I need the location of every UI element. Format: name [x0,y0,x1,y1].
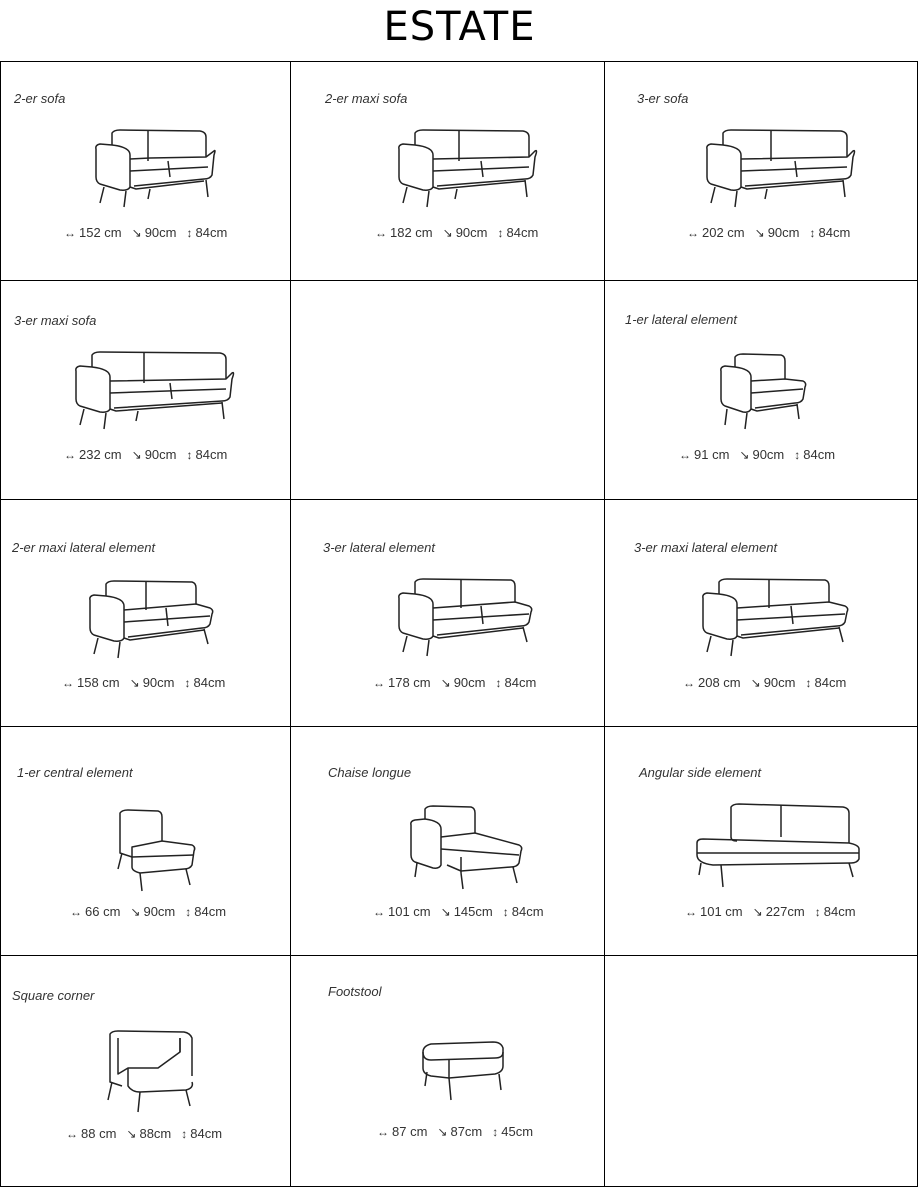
width-arrow-icon: ↔ [64,225,76,240]
width-arrow-icon: ↔ [373,904,385,919]
dimensions [70,904,226,919]
height-arrow-icon: ↕ [495,675,502,690]
depth-arrow-icon: ↘ [129,675,140,690]
angular-side-icon [693,801,869,891]
dimensions [373,904,544,919]
width-value: 101 cm [388,904,431,919]
product-cell [291,727,605,956]
width-arrow-icon: ↔ [679,447,691,462]
depth-value: 90cm [142,675,175,690]
depth-value: 90cm [763,675,796,690]
depth-arrow-icon: ↘ [750,675,761,690]
height-arrow-icon: ↕ [809,225,816,240]
footstool-icon [419,1038,509,1114]
width-value: 91 cm [694,447,730,462]
height-value: 84cm [504,675,537,690]
width-arrow-icon: ↔ [373,675,385,690]
height-value: 84cm [511,904,544,919]
depth-value: 90cm [455,225,488,240]
height-value: 84cm [803,447,836,462]
product-label: 2-er sofa [14,91,66,106]
depth-arrow-icon: ↘ [754,225,765,240]
depth-value: 227cm [765,904,805,919]
depth-arrow-icon: ↘ [442,225,453,240]
depth-value: 90cm [453,675,486,690]
depth-arrow-icon: ↘ [739,447,750,462]
product-cell [291,956,605,1187]
height-arrow-icon: ↕ [492,1124,499,1139]
height-arrow-icon: ↕ [502,904,509,919]
dimensions [62,675,225,690]
depth-arrow-icon: ↘ [440,675,451,690]
product-cell [605,727,918,956]
height-value: 84cm [193,675,226,690]
width-value: 232 cm [79,447,122,462]
depth-value: 145cm [453,904,493,919]
width-value: 208 cm [698,675,741,690]
height-arrow-icon: ↕ [497,225,504,240]
width-value: 158 cm [77,675,120,690]
dimensions [685,904,856,919]
product-label: 2-er maxi sofa [325,91,408,106]
height-arrow-icon: ↕ [814,904,821,919]
width-arrow-icon: ↔ [685,904,697,919]
width-value: 202 cm [702,225,745,240]
width-arrow-icon: ↔ [683,675,695,690]
depth-arrow-icon: ↘ [440,904,451,919]
product-label: Angular side element [639,765,762,780]
product-label: 1-er lateral element [625,312,737,327]
empty-cell [605,956,918,1187]
chaise-longue-icon [407,803,531,893]
width-value: 178 cm [388,675,431,690]
height-value: 84cm [195,447,228,462]
width-arrow-icon: ↔ [377,1124,389,1139]
width-value: 182 cm [390,225,433,240]
dimensions [373,675,536,690]
height-arrow-icon: ↕ [186,447,193,462]
product-label: 3-er maxi lateral element [634,540,778,555]
height-arrow-icon: ↕ [184,675,191,690]
height-arrow-icon: ↕ [181,1126,188,1141]
width-arrow-icon: ↔ [687,225,699,240]
height-value: 84cm [190,1126,223,1141]
depth-arrow-icon: ↘ [130,904,141,919]
height-value: 84cm [823,904,856,919]
height-value: 84cm [818,225,851,240]
depth-arrow-icon: ↘ [126,1126,137,1141]
depth-arrow-icon: ↘ [437,1124,448,1139]
width-arrow-icon: ↔ [66,1126,78,1141]
lateral-3-icon [393,576,543,662]
product-label: Chaise longue [328,765,412,780]
page-title: ESTATE [383,4,536,50]
width-arrow-icon: ↔ [62,675,74,690]
depth-value: 88cm [139,1126,172,1141]
width-value: 87 cm [392,1124,428,1139]
dimensions [683,675,846,690]
product-cell [291,500,605,727]
product-label: Square corner [12,988,95,1003]
depth-value: 90cm [144,447,177,462]
height-arrow-icon: ↕ [805,675,812,690]
height-arrow-icon: ↕ [794,447,801,462]
product-cell [0,727,291,956]
lateral-3-maxi-icon [697,576,857,662]
depth-arrow-icon: ↘ [131,225,142,240]
product-label: Footstool [328,984,382,999]
product-cell [605,500,918,727]
height-value: 84cm [194,904,227,919]
product-label: 1-er central element [17,765,133,780]
height-value: 84cm [195,225,228,240]
width-value: 101 cm [700,904,743,919]
height-arrow-icon: ↕ [185,904,192,919]
product-label: 3-er maxi sofa [14,313,97,328]
depth-value: 90cm [767,225,800,240]
width-value: 88 cm [81,1126,117,1141]
height-value: 84cm [814,675,847,690]
width-value: 66 cm [85,904,121,919]
depth-value: 87cm [450,1124,483,1139]
width-arrow-icon: ↔ [70,904,82,919]
product-label: 3-er lateral element [323,540,435,555]
depth-value: 90cm [144,225,177,240]
product-label: 3-er sofa [637,91,689,106]
depth-arrow-icon: ↘ [131,447,142,462]
product-label: 2-er maxi lateral element [12,540,156,555]
central-1-icon [112,807,202,893]
depth-value: 90cm [752,447,785,462]
square-corner-icon [104,1028,204,1118]
width-arrow-icon: ↔ [375,225,387,240]
product-grid-lower [0,61,918,1187]
dimensions [66,1126,222,1141]
height-value: 45cm [501,1124,534,1139]
height-arrow-icon: ↕ [186,225,193,240]
product-cell [0,956,291,1187]
height-value: 84cm [506,225,539,240]
width-value: 152 cm [79,225,122,240]
depth-arrow-icon: ↘ [752,904,763,919]
dimensions [377,1124,533,1139]
depth-value: 90cm [143,904,176,919]
width-arrow-icon: ↔ [64,447,76,462]
